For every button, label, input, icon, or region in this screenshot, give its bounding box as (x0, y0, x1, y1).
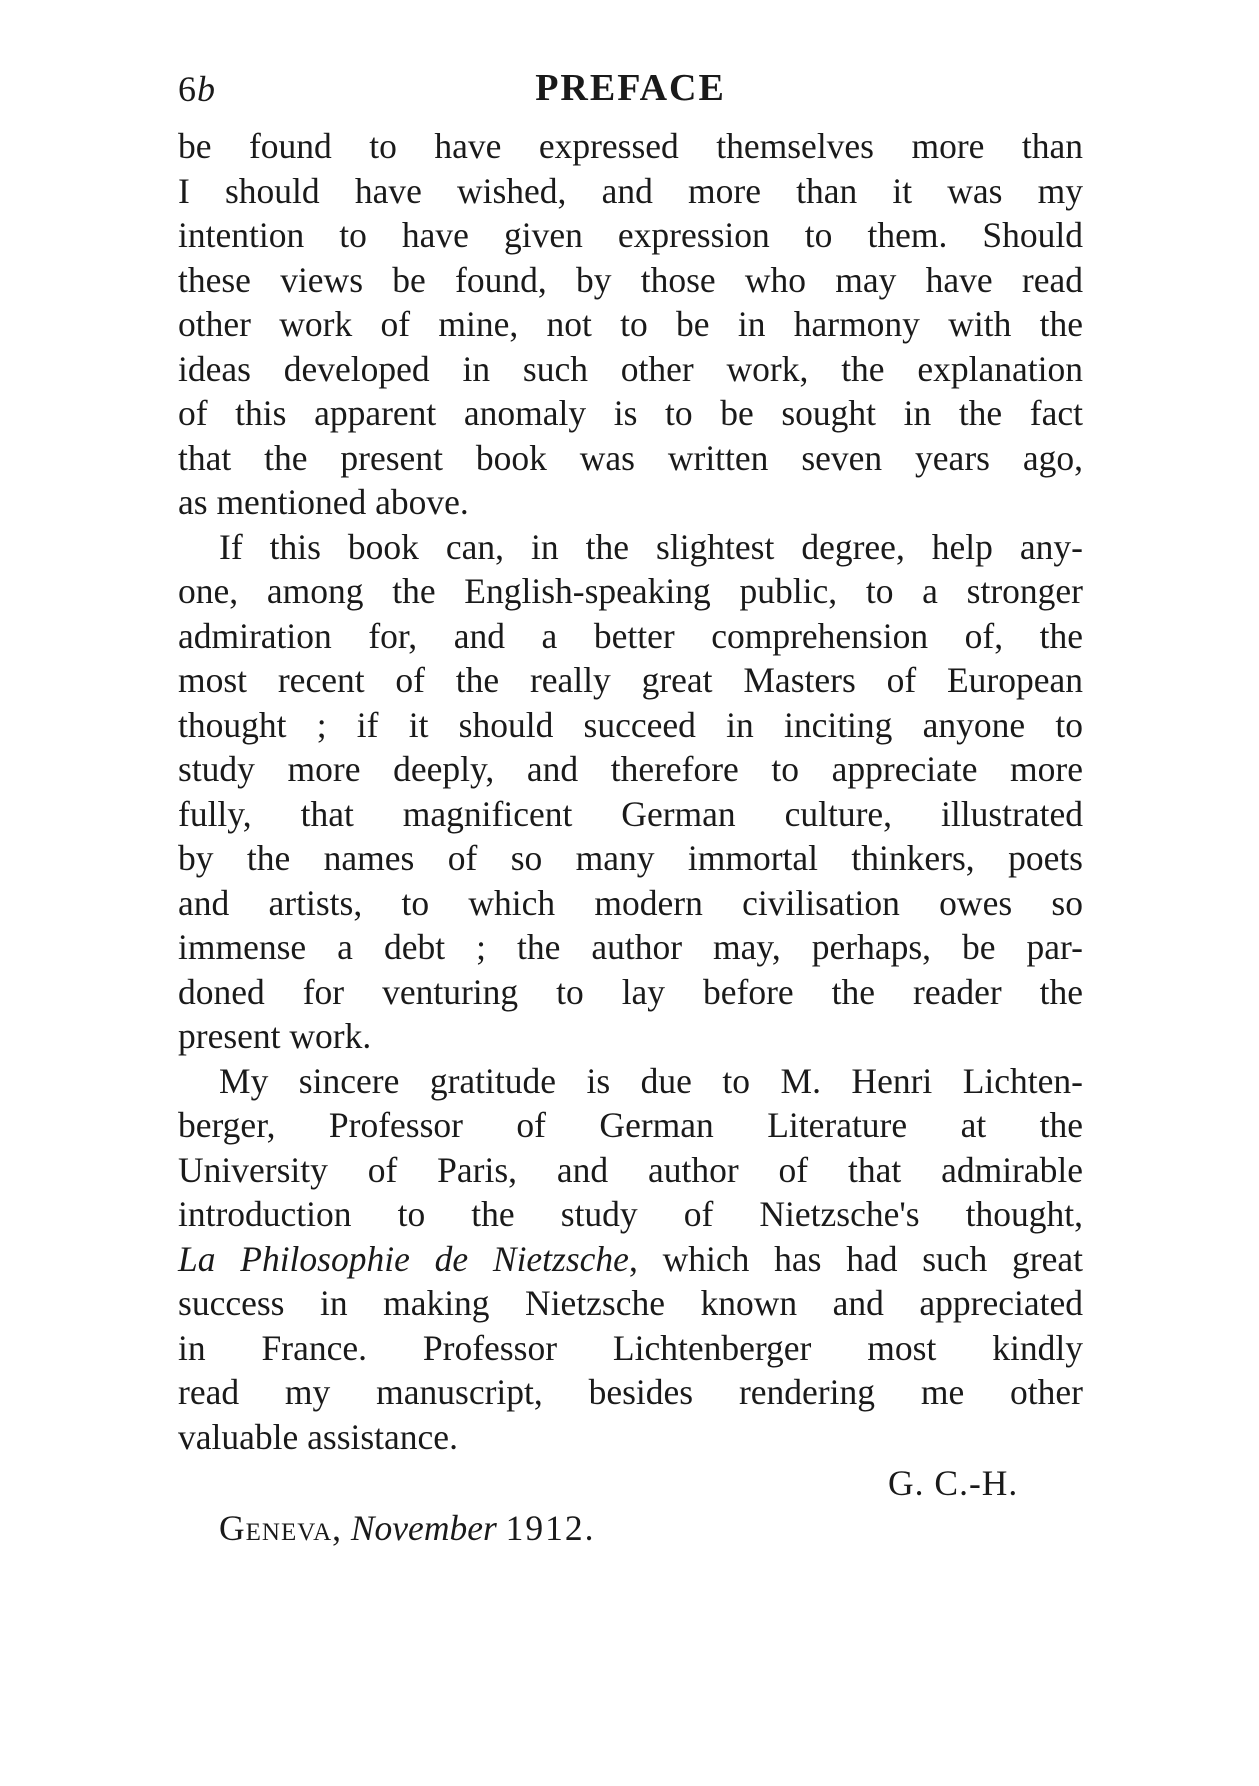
body-text (178, 124, 1083, 1459)
running-head (178, 62, 1083, 112)
text-line: immense a debt ; the author may, perhaps, be par- (178, 927, 1083, 967)
text-line: other work of mine, not to be in harmony with the (178, 304, 1083, 344)
author-initials: G. C.-H. (888, 1463, 1019, 1503)
dateline-month: November (350, 1508, 497, 1548)
page-number: 6b (178, 69, 216, 109)
text-line: by the names of so many immortal thinkers, poets (178, 838, 1083, 878)
text-line: study more deeply, and therefore to appreciate more (178, 749, 1083, 789)
text-line: If this book can, in the slightest degree, help any- (219, 526, 1083, 567)
text-line: success in making Nietzsche known and appreciated (178, 1283, 1083, 1323)
text-line: admiration for, and a better comprehension of, the (178, 615, 1083, 656)
text-line: My sincere gratitude is due to M. Henri Lichten- (219, 1060, 1083, 1101)
text-line: berger, Professor of German Literature at the (178, 1105, 1083, 1145)
text-line: University of Paris, and author of that admirable (178, 1149, 1083, 1190)
text-line: as mentioned above. (178, 482, 469, 522)
text-line: doned for venturing to lay before the reader the (178, 971, 1083, 1012)
text-line: fully, that magnificent German culture, illustrated (178, 793, 1083, 834)
paragraph-1 (178, 124, 1083, 525)
text-line: of this apparent anomaly is to be sought in the fact (178, 393, 1083, 433)
running-title: PREFACE (535, 67, 726, 109)
paragraph-3 (178, 1059, 1083, 1460)
dateline-year: 1912. (505, 1508, 596, 1548)
text-line: one, among the English-speaking public, to a stronger (178, 571, 1083, 611)
book-title: La Philosophie de Nietzsche (178, 1238, 629, 1279)
dateline (219, 1507, 596, 1549)
text-line: thought ; if it should succeed in inciting anyone to (178, 704, 1083, 745)
text-line: in France. Professor Lichtenberger most kindly (178, 1327, 1083, 1368)
text-line: present work. (178, 1016, 372, 1056)
text-line: that the present book was written seven years ago, (178, 437, 1083, 478)
dateline-place: Geneva, (219, 1508, 342, 1548)
text-line: be found to have expressed themselves more than (178, 126, 1083, 166)
page-number-suffix: b (197, 69, 216, 109)
text-line: most recent of the really great Masters of European (178, 660, 1083, 700)
paragraph-2 (178, 525, 1083, 1059)
text-line: valuable assistance. (178, 1416, 458, 1457)
text-line: and artists, to which modern civilisation owes so (178, 882, 1083, 923)
text-line: introduction to the study of Nietzsche's thought, (178, 1194, 1083, 1234)
text-line: read my manuscript, besides rendering me other (178, 1372, 1083, 1412)
title-line-rest: , which has had such great (628, 1238, 1084, 1279)
text-line: intention to have given expression to them. Should (178, 215, 1083, 255)
text-line-with-title (178, 1237, 1083, 1282)
text-line: these views be found, by those who may have read (178, 259, 1083, 300)
text-line: ideas developed in such other work, the explanation (178, 348, 1083, 389)
text-line: I should have wished, and more than it was my (178, 170, 1083, 211)
